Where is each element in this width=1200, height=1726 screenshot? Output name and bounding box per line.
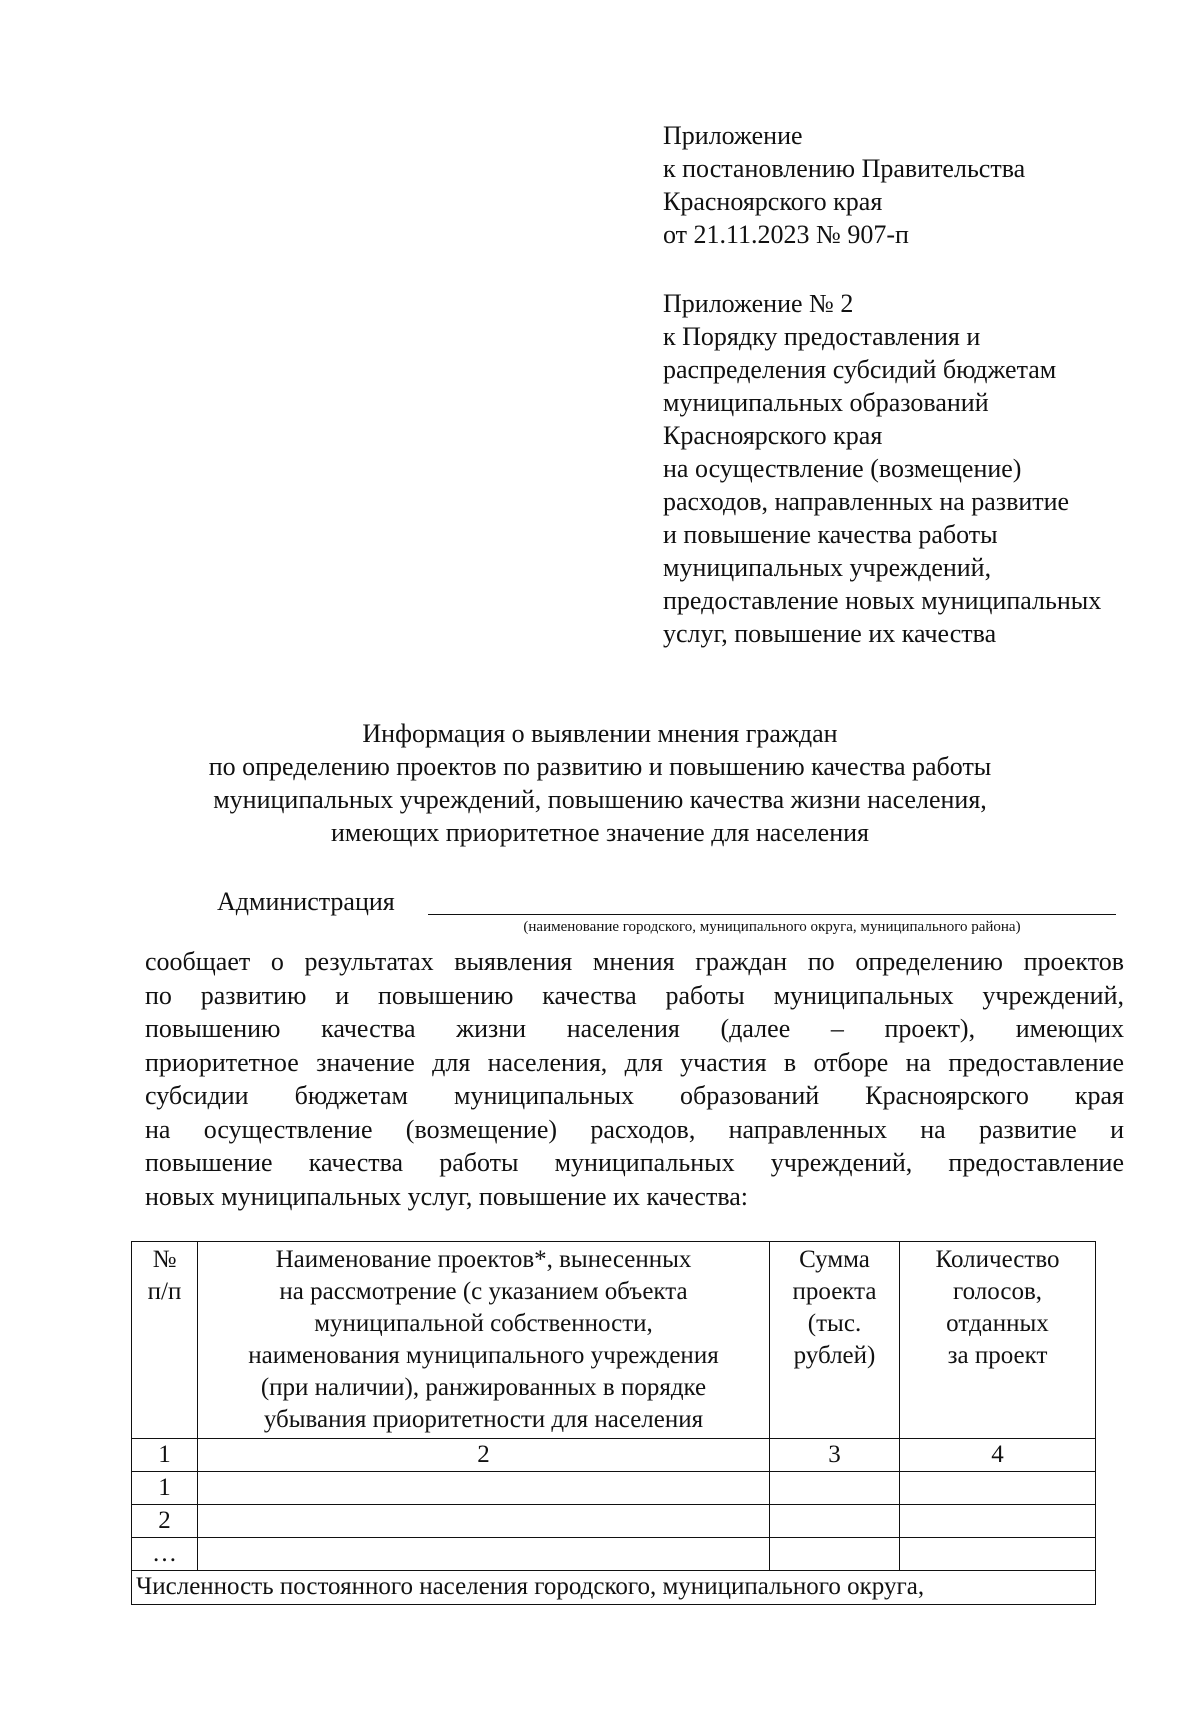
column-number: 1	[132, 1439, 198, 1472]
header-line: за проект	[947, 1342, 1048, 1369]
header-vote-count	[900, 1242, 1096, 1439]
header-line: отданных	[946, 1310, 1049, 1337]
header-line: наименования муниципального учреждения	[248, 1342, 719, 1369]
row-number-cell: …	[132, 1538, 198, 1571]
vote-count-cell[interactable]	[900, 1472, 1096, 1505]
projects-table	[131, 1241, 1096, 1605]
vote-count-cell[interactable]	[900, 1505, 1096, 1538]
header-line: убывания приоритетности для населения	[263, 1406, 704, 1433]
appendix-line: распределения субсидий бюджетам	[663, 355, 1057, 384]
project-name-cell[interactable]	[198, 1472, 770, 1505]
header-line: Наименование проектов*, вынесенных	[275, 1246, 692, 1273]
header-line: Количество	[935, 1246, 1060, 1273]
title-line: Информация о выявлении мнения граждан	[362, 719, 838, 748]
appendix-line: к Порядку предоставления и	[663, 322, 981, 351]
administration-name-blank[interactable]	[428, 914, 1116, 915]
project-sum-cell[interactable]	[770, 1472, 900, 1505]
header-project-name	[198, 1242, 770, 1439]
appendix-line: предоставление новых муниципальных	[663, 586, 1102, 615]
table-footer-row	[132, 1571, 1096, 1605]
header-line: голосов,	[952, 1278, 1043, 1305]
appendix-line: и повышение качества работы	[663, 520, 998, 549]
table-header-row	[132, 1242, 1096, 1439]
body-line: сообщает о результатах выявления мнения граждан по определению проектов	[145, 947, 1124, 976]
vote-count-cell[interactable]	[900, 1538, 1096, 1571]
table-row	[132, 1505, 1096, 1538]
body-line: приоритетное значение для населения, для участия в отборе на предоставление	[145, 1047, 1124, 1077]
appendix-date-number: от 21.11.2023 № 907-п	[663, 220, 909, 249]
appendix-line: услуг, повышение их качества	[663, 619, 997, 648]
header-line: №	[152, 1246, 177, 1273]
body-line: по развитию и повышению качества работы муниципальных учреждений,	[145, 980, 1124, 1010]
appendix-line: Приложение	[663, 121, 803, 150]
body-line: повышение качества работы муниципальных учреждений, предоставление	[145, 1148, 1124, 1177]
title-line: имеющих приоритетное значение для населения	[330, 818, 870, 847]
project-name-cell[interactable]	[198, 1505, 770, 1538]
body-line: повышению качества жизни населения (далее – проект), имеющих	[145, 1014, 1124, 1043]
column-number: 3	[770, 1439, 900, 1472]
header-project-sum	[770, 1242, 900, 1439]
appendix-reference-procedure	[663, 287, 1101, 650]
appendix-line: муниципальных образований	[663, 388, 989, 417]
header-line: на рассмотрение (с указанием объекта	[279, 1278, 688, 1305]
appendix-line: Красноярского края	[663, 421, 883, 450]
header-line: (тыс.	[807, 1310, 862, 1337]
column-number-row	[132, 1439, 1096, 1472]
header-row-number	[132, 1242, 198, 1439]
header-line: (при наличии), ранжированных в порядке	[260, 1374, 707, 1401]
header-line: муниципальной собственности,	[314, 1310, 653, 1337]
appendix-line: муниципальных учреждений,	[663, 553, 992, 582]
appendix-reference-resolution	[663, 119, 1025, 251]
title-line: муниципальных учреждений, повышению качества жизни населения,	[213, 785, 987, 814]
project-sum-cell[interactable]	[770, 1505, 900, 1538]
appendix-line: на осуществление (возмещение)	[663, 454, 1022, 483]
project-name-cell[interactable]	[198, 1538, 770, 1571]
population-footer: Численность постоянного населения городского, муниципального округа,	[132, 1571, 1096, 1605]
body-paragraph	[145, 945, 1124, 1213]
row-number-cell: 2	[132, 1505, 198, 1538]
table-row	[132, 1538, 1096, 1571]
header-line: п/п	[147, 1278, 182, 1305]
body-line: субсидии бюджетам муниципальных образований Красноярского края	[145, 1081, 1124, 1110]
column-number: 4	[900, 1439, 1096, 1472]
table-row	[132, 1472, 1096, 1505]
document-title	[100, 717, 1100, 849]
body-line: новых муниципальных услуг, повышение их качества:	[145, 1181, 749, 1211]
row-number-cell: 1	[132, 1472, 198, 1505]
appendix-line: к постановлению Правительства	[663, 154, 1026, 183]
header-line: Сумма	[799, 1246, 870, 1273]
column-number: 2	[198, 1439, 770, 1472]
appendix-number: Приложение № 2	[663, 289, 854, 318]
project-sum-cell[interactable]	[770, 1538, 900, 1571]
administration-label: Администрация	[217, 887, 395, 916]
header-line: рублей)	[793, 1342, 876, 1369]
header-line: проекта	[792, 1278, 877, 1305]
appendix-line: расходов, направленных на развитие	[663, 487, 1070, 516]
appendix-line: Красноярского края	[663, 187, 883, 216]
title-line: по определению проектов по развитию и повышению качества работы	[208, 752, 992, 781]
administration-blank-hint: (наименование городского, муниципального округа, муниципального района)	[523, 919, 1021, 935]
body-line: на осуществление (возмещение) расходов, направленных на развитие и	[145, 1114, 1124, 1144]
